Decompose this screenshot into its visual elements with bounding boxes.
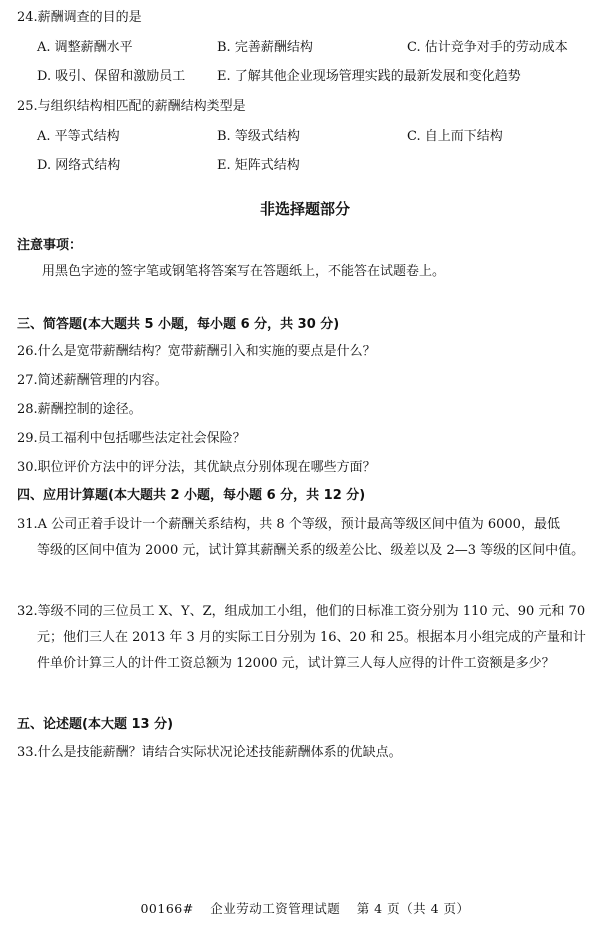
question-31-first-line: 31.A 公司正着手设计一个薪酬关系结构，共 8 个等级，预计最高等级区间中值为 6000，最低 [17,517,560,532]
page-footer [0,900,610,919]
option-25-c: C. 自上而下结构 [407,129,503,144]
footer-subject: 企业劳动工资管理试题 [210,901,341,916]
question-24-options-row-2 [37,67,597,87]
question-25-options-row-1 [37,127,597,147]
question-26: 26.什么是宽带薪酬结构？宽带薪酬引入和实施的要点是什么？ [17,344,376,359]
notice-text: 用黑色字迹的签字笔或钢笔将答案写在答题纸上，不能答在试题卷上。 [42,264,446,279]
question-32-first-line: 32.等级不同的三位员工 X、Y、Z，组成加工小组，他们的日标准工资分别为 110 元、90 元和 70 [17,604,586,619]
option-25-b: B. 等级式结构 [217,129,300,144]
question-31-continuation: 等级的区间中值为 2000 元，试计算其薪酬关系的级差公比、级差以及 2—3 等级的区间中值。 [37,543,585,558]
option-24-c: C. 估计竞争对手的劳动成本 [407,40,568,55]
footer-code: 00166# [140,901,194,916]
question-31 [17,512,597,564]
option-25-e: E. 矩阵式结构 [217,158,300,173]
part-title: 非选择题部分 [259,200,350,218]
option-25-d: D. 网络式结构 [37,158,121,173]
question-24-stem: 24.薪酬调查的目的是 [17,10,142,25]
option-25-a: A. 平等式结构 [37,129,120,144]
option-24-d: D. 吸引、保留和激励员工 [37,69,186,84]
section-5-heading: 五、论述题(本大题 13 分) [17,717,174,732]
question-27: 27.简述薪酬管理的内容。 [17,373,168,388]
question-29: 29.员工福利中包括哪些法定社会保险？ [17,431,246,446]
notice-heading: 注意事项： [17,238,83,253]
question-25-options-row-2 [37,156,597,176]
option-24-a: A. 调整薪酬水平 [37,40,133,55]
section-3-heading: 三、简答题(本大题共 5 小题，每小题 6 分，共 30 分) [17,317,340,332]
question-33: 33.什么是技能薪酬？请结合实际状况论述技能薪酬体系的优缺点。 [17,745,402,760]
question-30: 30.职位评价方法中的评分法，其优缺点分别体现在哪些方面？ [17,460,376,475]
question-32 [17,599,597,677]
question-24-options-row-1 [37,38,597,58]
section-4-heading: 四、应用计算题(本大题共 2 小题，每小题 6 分，共 12 分) [17,488,366,503]
question-25-stem: 25.与组织结构相匹配的薪酬结构类型是 [17,99,246,114]
option-24-b: B. 完善薪酬结构 [217,40,313,55]
question-28: 28.薪酬控制的途径。 [17,402,142,417]
question-32-continuation: 元；他们三人在 2013 年 3 月的实际工日分别为 16、20 和 25。根据本月小组完成的产量和计件单价计算三人的计件工资总额为 12000 元，试计算三人每人应得的计件工资额是多少？ [37,630,586,671]
option-24-e: E. 了解其他企业现场管理实践的最新发展和变化趋势 [217,69,521,84]
footer-page-number: 第 4 页（共 4 页） [356,901,470,916]
